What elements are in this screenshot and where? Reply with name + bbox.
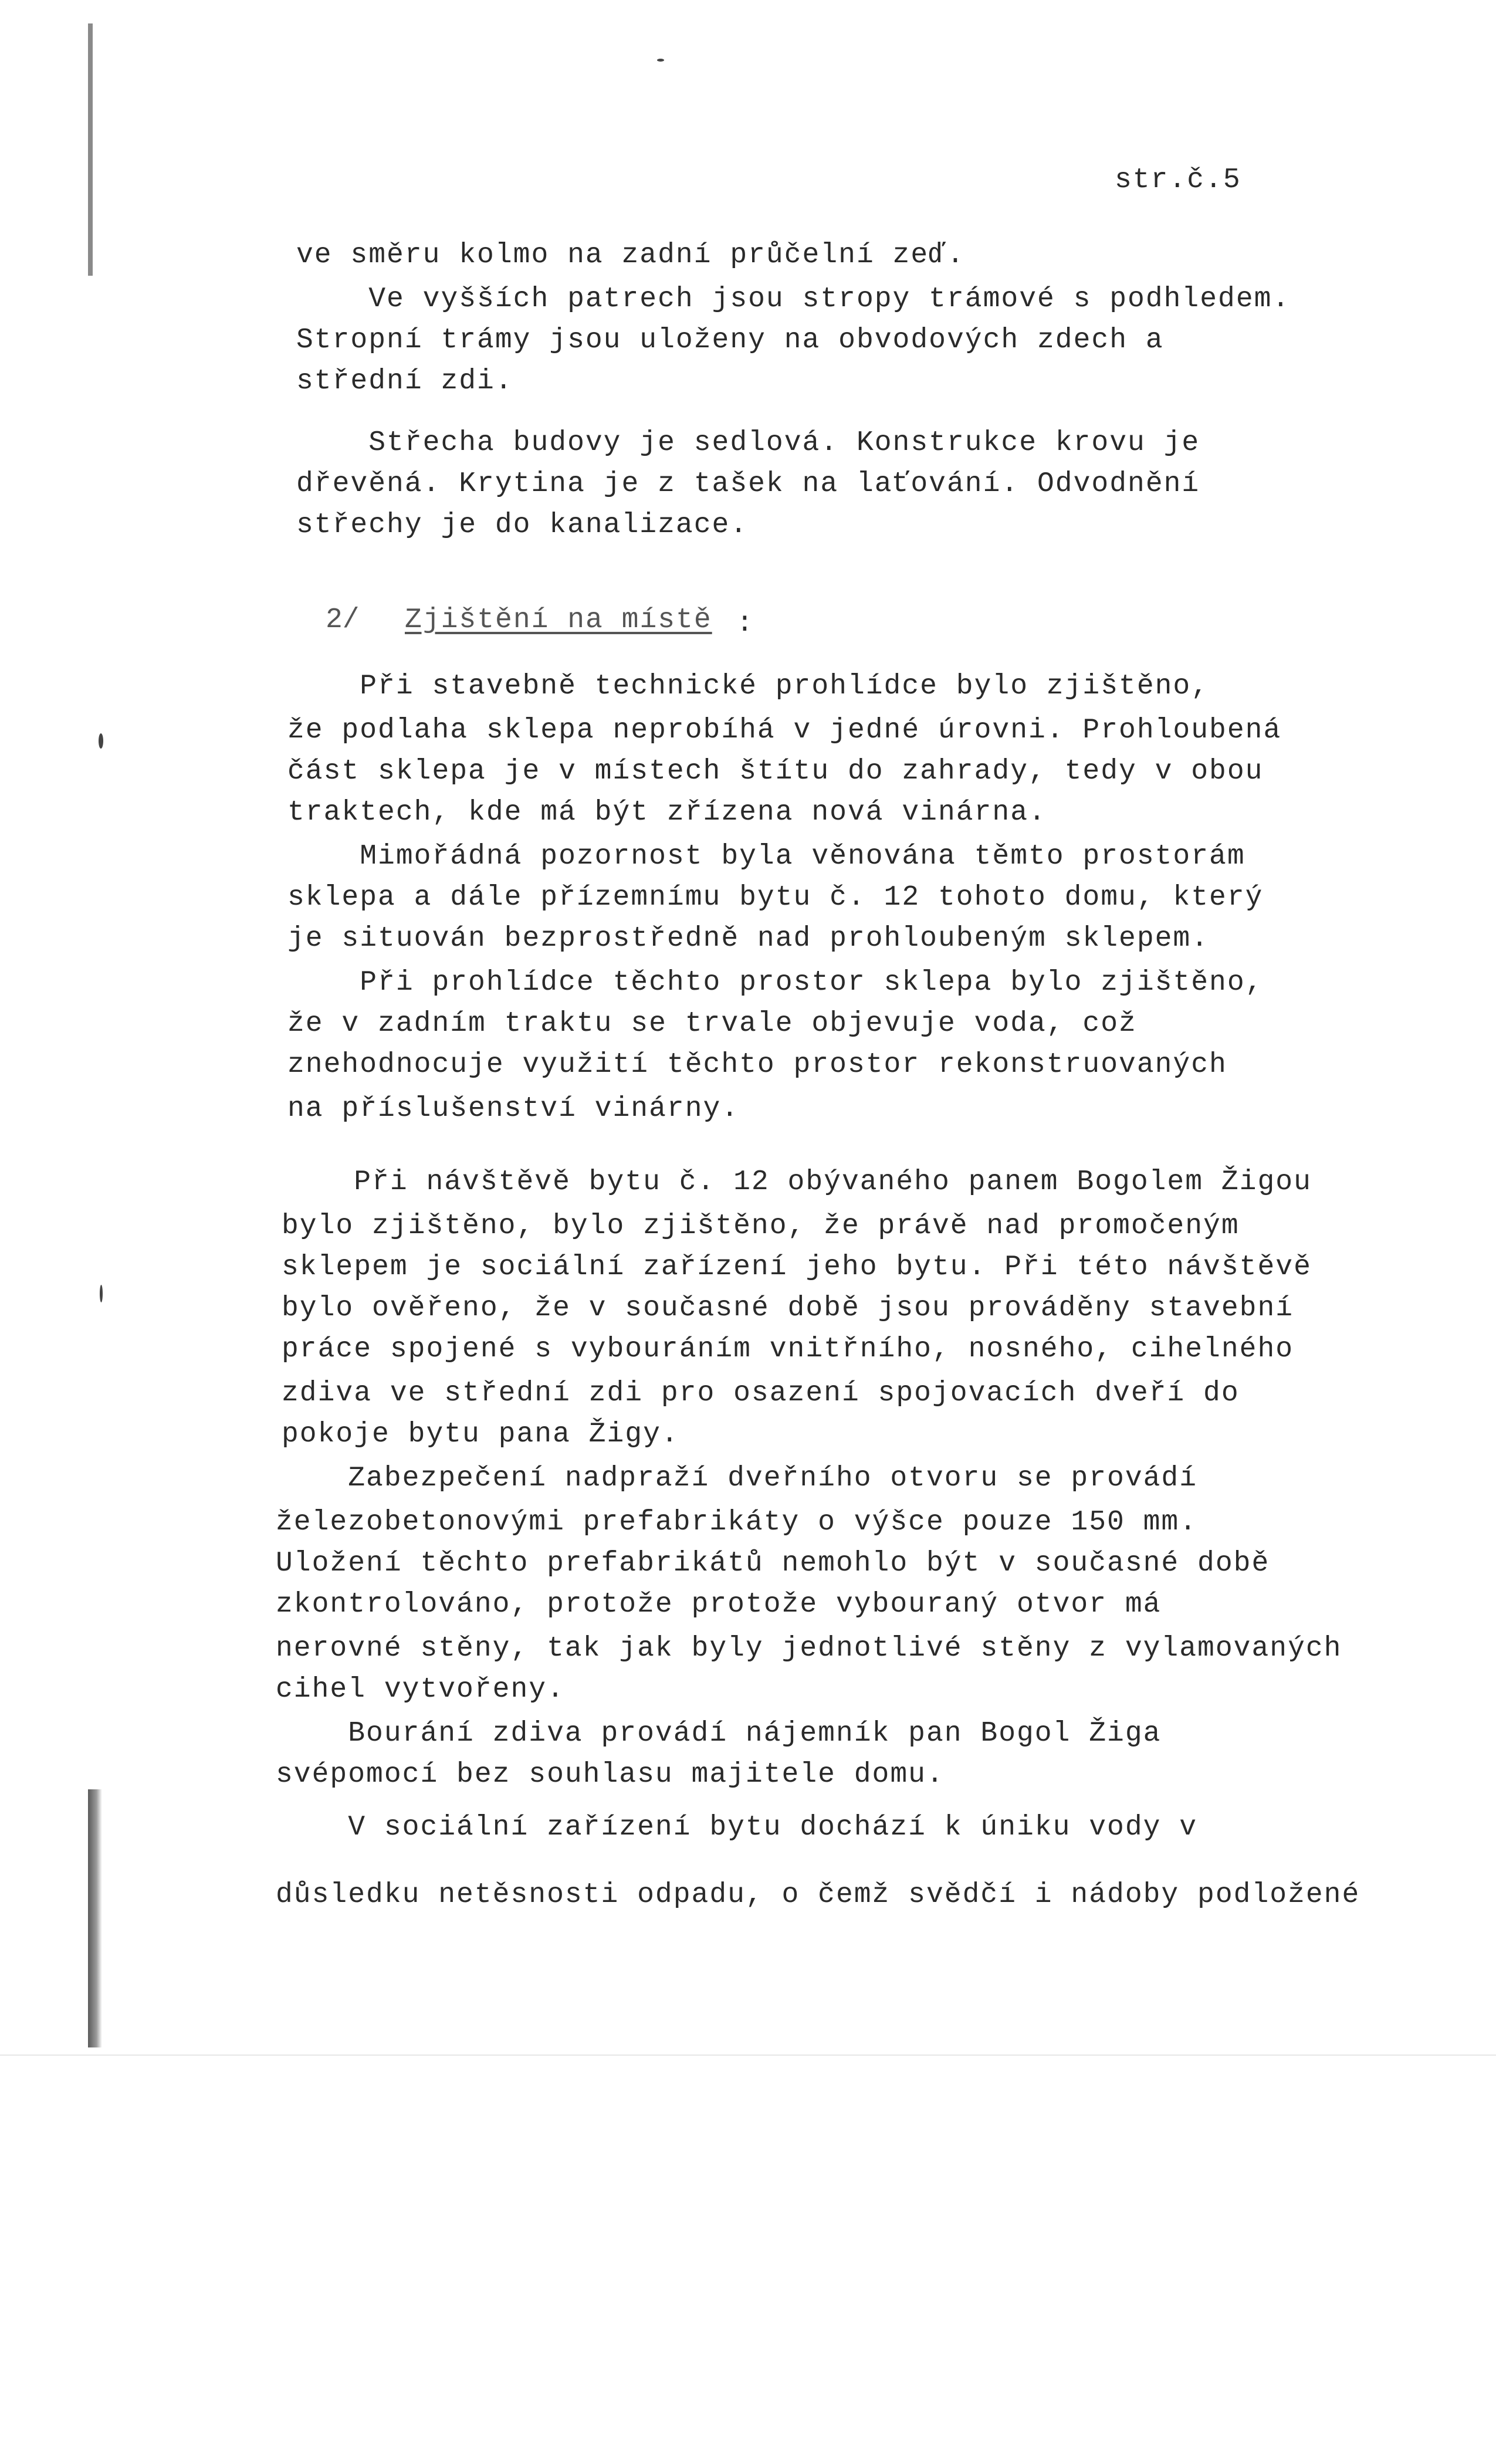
text-line: znehodnocuje využití těchto prostor rekonstruovaných <box>287 1049 1227 1081</box>
scan-speck <box>99 733 103 749</box>
text-line: železobetonovými prefabrikáty o výšce pouze 150 mm. <box>276 1507 1198 1538</box>
text-line: část sklepa je v místech štítu do zahrady, tedy v obou <box>287 756 1264 787</box>
text-line: pokoje bytu pana Žigy. <box>282 1419 679 1450</box>
text-line: střední zdi. <box>296 365 513 397</box>
text-line: bylo zjištěno, bylo zjištěno, že právě nad promočeným <box>282 1210 1240 1242</box>
text-line: Uložení těchto prefabrikátů nemohlo být v současné době <box>276 1548 1270 1579</box>
text-line: Při stavebně technické prohlídce bylo zjištěno, <box>287 671 1210 702</box>
text-line: zkontrolováno, protože protože vybouraný otvor má <box>276 1589 1162 1620</box>
text-line: Ve vyšších patrech jsou stropy trámové s podhledem. <box>296 283 1291 315</box>
scan-speck <box>657 59 664 62</box>
text-line: sklepem je sociální zařízení jeho bytu. Při této návštěvě <box>282 1251 1312 1283</box>
scan-fold-line <box>0 2055 1496 2056</box>
text-line: práce spojené s vybouráním vnitřního, nosného, cihelného <box>282 1333 1294 1365</box>
scan-edge-bottom <box>88 1789 102 2047</box>
text-line: střechy je do kanalizace. <box>296 509 749 541</box>
text-line: Zabezpečení nadpraží dveřního otvoru se provádí <box>276 1463 1198 1494</box>
section-number: 2/ <box>326 604 360 636</box>
scan-edge-top <box>88 23 93 276</box>
text-line: Při prohlídce těchto prostor sklepa bylo zjištěno, <box>287 967 1264 999</box>
text-line: je situován bezprostředně nad prohloubeným sklepem. <box>287 923 1210 955</box>
text-line: bylo ověřeno, že v současné době jsou prováděny stavební <box>282 1292 1294 1324</box>
text-line: svépomocí bez souhlasu majitele domu. <box>276 1759 945 1791</box>
page-number: str.č.5 <box>1115 164 1241 196</box>
text-line: že v zadním traktu se trvale objevuje voda, což <box>287 1008 1137 1040</box>
text-line: Střecha budovy je sedlová. Konstrukce krovu je <box>296 427 1200 459</box>
section-title: Zjištění na místě <box>405 604 712 636</box>
text-line: Bourání zdiva provádí nájemník pan Bogol Žiga <box>276 1718 1162 1749</box>
text-line: na příslušenství vinárny. <box>287 1093 740 1125</box>
text-line: Mimořádná pozornost byla věnována těmto prostorám <box>287 841 1245 872</box>
text-line: dřevěná. Krytina je z tašek na laťování. Odvodnění <box>296 468 1200 500</box>
text-line: že podlaha sklepa neprobíhá v jedné úrovni. Prohloubená <box>287 715 1282 746</box>
text-line: ve směru kolmo na zadní průčelní zeď. <box>296 239 965 271</box>
text-line: nerovné stěny, tak jak byly jednotlivé stěny z vylamovaných <box>276 1633 1342 1664</box>
text-line: cihel vytvořeny. <box>276 1674 565 1705</box>
text-line: sklepa a dále přízemnímu bytu č. 12 tohoto domu, který <box>287 882 1264 913</box>
text-line: Stropní trámy jsou uloženy na obvodových zdech a <box>296 324 1164 356</box>
section-colon: : <box>736 608 753 639</box>
text-line: traktech, kde má být zřízena nová vinárna. <box>287 797 1047 828</box>
text-line: V sociální zařízení bytu dochází k úniku vody v <box>276 1812 1198 1843</box>
text-line: důsledku netěsnosti odpadu, o čemž svědčí i nádoby podložené <box>276 1879 1360 1911</box>
scan-speck <box>100 1285 103 1302</box>
text-line: zdiva ve střední zdi pro osazení spojovacích dveří do <box>282 1377 1240 1409</box>
text-line: Při návštěvě bytu č. 12 obývaného panem Bogolem Žigou <box>282 1166 1312 1198</box>
